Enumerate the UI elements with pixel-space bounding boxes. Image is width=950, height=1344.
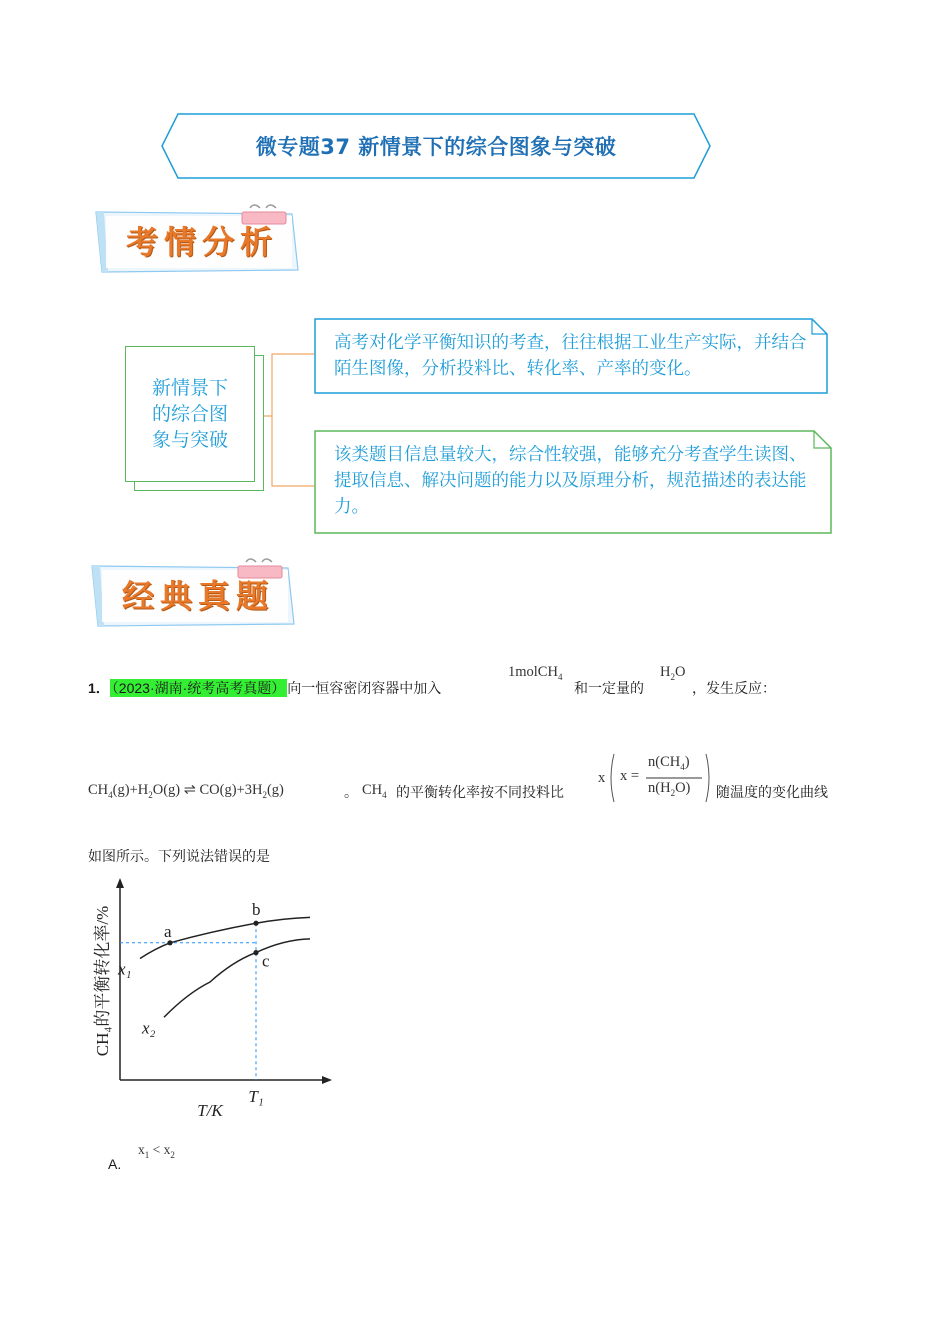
reagent-ch4-sub: 4 [557, 672, 563, 682]
series-label: x₁ [118, 959, 132, 979]
question-text-6: 随温度的变化曲线 [716, 785, 828, 801]
chart-guides [120, 923, 256, 1080]
option-a-op: < [149, 1142, 164, 1157]
question-text-2: 和一定量的 [574, 681, 644, 697]
ratio-eq: x = [620, 768, 640, 784]
ratio-num-sub: 4 [680, 762, 685, 772]
reaction-r1: CH [88, 782, 109, 798]
question-line-1 [88, 678, 441, 698]
ratio-den-text: n(H [648, 780, 671, 796]
reagent-h2o-h: H [660, 664, 671, 680]
y-axis-arrow [116, 878, 124, 888]
ratio-numerator [648, 754, 690, 771]
reagent-h2o [660, 664, 685, 681]
data-point [167, 940, 172, 945]
center-label: 新情景下的综合图象与突破 [151, 377, 228, 451]
series-label: x₂ [142, 1018, 156, 1038]
reaction-equation [88, 782, 284, 799]
option-a-rhs-sub: 2 [170, 1150, 175, 1160]
series-line [164, 939, 310, 1017]
question-text-1: 向一恒容密闭容器中加入 [287, 681, 442, 697]
y-axis-label: CH₄的平衡转化率/% [93, 905, 112, 1057]
ratio-x: x [598, 770, 606, 786]
page-title: 微专题37 新情景下的综合图象与突破 [255, 135, 617, 159]
x-axis-label: T/K [197, 1101, 223, 1120]
question-text-5: 的平衡转化率按不同投料比 [396, 785, 564, 801]
chart-points [164, 900, 270, 970]
section-tag-exam-label: 经典真题 [121, 577, 274, 615]
ch4-text: CH [362, 782, 383, 798]
ratio-den-sub: 2 [670, 788, 676, 798]
question-text-7: 如图所示。下列说法错误的是 [88, 849, 270, 865]
chart-labels [93, 906, 264, 1120]
ch4-label [362, 782, 387, 799]
option-a-lhs: x [138, 1142, 145, 1157]
reaction-p2-end: (g) [266, 782, 284, 798]
question-number: 1． [88, 680, 110, 696]
ratio-num-end: ) [684, 754, 690, 770]
conversion-chart [86, 874, 346, 1124]
callout-2-text: 该类题目信息量较大，综合性较强，能够充分考查学生读图、提取信息、解决问题的能力以及原理分析，规范描述的表达能力。 [334, 445, 807, 517]
ratio-denominator [648, 780, 690, 797]
reaction-r2-sub: 2 [148, 790, 153, 800]
reaction-p2-sub: 2 [262, 790, 267, 800]
question-source: （2023·湖南·统考高考真题） [111, 680, 286, 696]
question-text-4: 。 [344, 785, 358, 801]
ratio-num-text: n(CH [648, 754, 681, 770]
data-point-label: a [164, 921, 172, 941]
title-banner [160, 112, 712, 180]
data-point [253, 950, 258, 955]
ratio-expression [596, 750, 714, 806]
equilibrium-arrow: ⇌ [183, 782, 196, 798]
chart-axes [116, 878, 332, 1084]
callout-2 [314, 430, 832, 534]
ratio-den-end: O) [675, 780, 691, 796]
data-point-label: b [252, 900, 261, 920]
option-a-rhs: x [163, 1142, 171, 1157]
reagent-h2o-o: O [674, 664, 686, 680]
section-tag-analysis-label: 考情分析 [125, 223, 278, 261]
option-a-lhs-sub: 1 [144, 1150, 150, 1160]
ch4-sub: 4 [382, 790, 387, 800]
center-box [125, 346, 255, 482]
reagent-ch4 [508, 664, 562, 681]
x-tick-label: T₁ [248, 1087, 264, 1106]
section-tag-exam [88, 558, 302, 630]
option-a-expression[interactable] [138, 1142, 175, 1158]
data-point-label: c [262, 951, 270, 971]
section-tag-analysis [92, 204, 306, 276]
data-point [253, 921, 258, 926]
reagent-ch4-text: 1molCH [508, 664, 558, 680]
callout-1-text: 高考对化学平衡知识的考查，往往根据工业生产实际，并结合陌生图像，分析投料比、转化率、产率的变化。 [334, 333, 807, 379]
reaction-p1: CO(g)+3H [199, 782, 263, 798]
x-axis-arrow [322, 1076, 332, 1084]
option-a-letter[interactable]: A. [108, 1156, 122, 1172]
question-text-3: ，发生反应： [692, 681, 776, 697]
reaction-r1-end: (g)+H [112, 782, 149, 798]
chart-series [117, 917, 310, 1037]
reaction-r2-end: O(g) [152, 782, 181, 798]
reagent-h2o-sub: 2 [670, 672, 675, 682]
reaction-r1-sub: 4 [108, 790, 113, 800]
callout-1 [314, 318, 828, 394]
